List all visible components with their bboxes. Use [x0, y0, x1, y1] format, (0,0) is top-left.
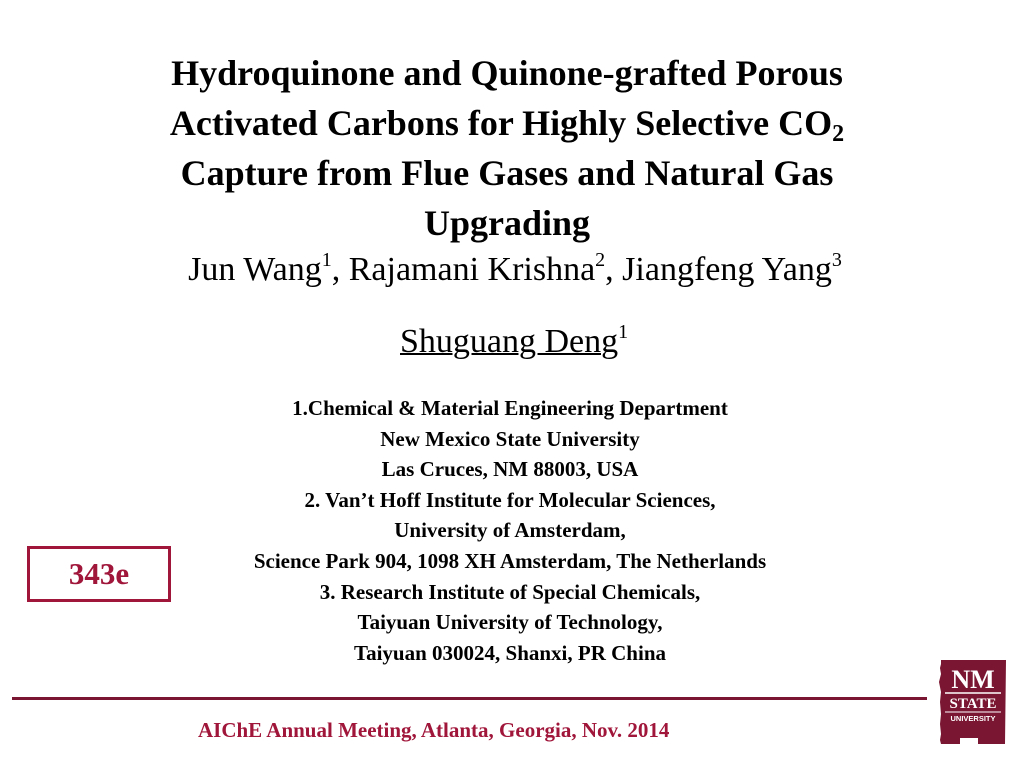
footer-divider [12, 697, 927, 700]
author-name: Jun Wang [188, 251, 322, 288]
affiliation-line: Taiyuan 030024, Shanxi, PR China [354, 640, 666, 665]
slide-title [90, 48, 924, 248]
affiliation-line: Taiyuan University of Technology, [357, 610, 663, 635]
presenter-affiliation-number: 1 [618, 321, 629, 343]
affiliations [160, 393, 860, 668]
affiliation-line: Science Park 904, 1098 XH Amsterdam, The Netherlands [253, 548, 767, 573]
author-list [120, 248, 910, 292]
session-code-box [27, 546, 171, 602]
title-line-4: Upgrading [423, 203, 591, 243]
title-co2-subscript: 2 [832, 121, 845, 147]
affiliation-line: University of Amsterdam, [394, 518, 626, 543]
title-line-3: Capture from Flue Gases and Natural Gas [180, 153, 834, 193]
affiliation-line: 3. Research Institute of Special Chemicals, [319, 579, 701, 604]
title-line-2-text: Activated Carbons for Highly Selective CO [169, 103, 833, 143]
author-affiliation-number: 2 [595, 249, 606, 271]
affiliation-line: New Mexico State University [380, 426, 640, 451]
footer-meeting-text: AIChE Annual Meeting, Atlanta, Georgia, Nov. 2014 [198, 718, 670, 742]
author-separator: , [331, 251, 349, 288]
presenter [400, 320, 628, 364]
author-affiliation-number: 1 [321, 249, 332, 271]
author-affiliation-number: 3 [831, 249, 842, 271]
presenter-name: Shuguang Deng [400, 323, 619, 360]
logo-text-state: STATE [949, 696, 997, 712]
logo-text-university: UNIVERSITY [950, 714, 996, 723]
author-name: Jiangfeng Yang [622, 251, 832, 288]
title-line-1: Hydroquinone and Quinone-grafted Porous [171, 53, 843, 93]
author-separator: , [605, 251, 623, 288]
nm-state-logo-icon [938, 658, 1008, 748]
session-code: 343e [68, 556, 130, 591]
title-line-2 [90, 98, 924, 148]
affiliation-line: Las Cruces, NM 88003, USA [381, 457, 639, 482]
logo-text-nm: NM [951, 665, 995, 694]
author-name: Rajamani Krishna [348, 251, 596, 288]
affiliation-line: 1.Chemical & Material Engineering Department [292, 396, 728, 420]
affiliation-line: 2. Van’t Hoff Institute for Molecular Sciences, [304, 487, 716, 512]
